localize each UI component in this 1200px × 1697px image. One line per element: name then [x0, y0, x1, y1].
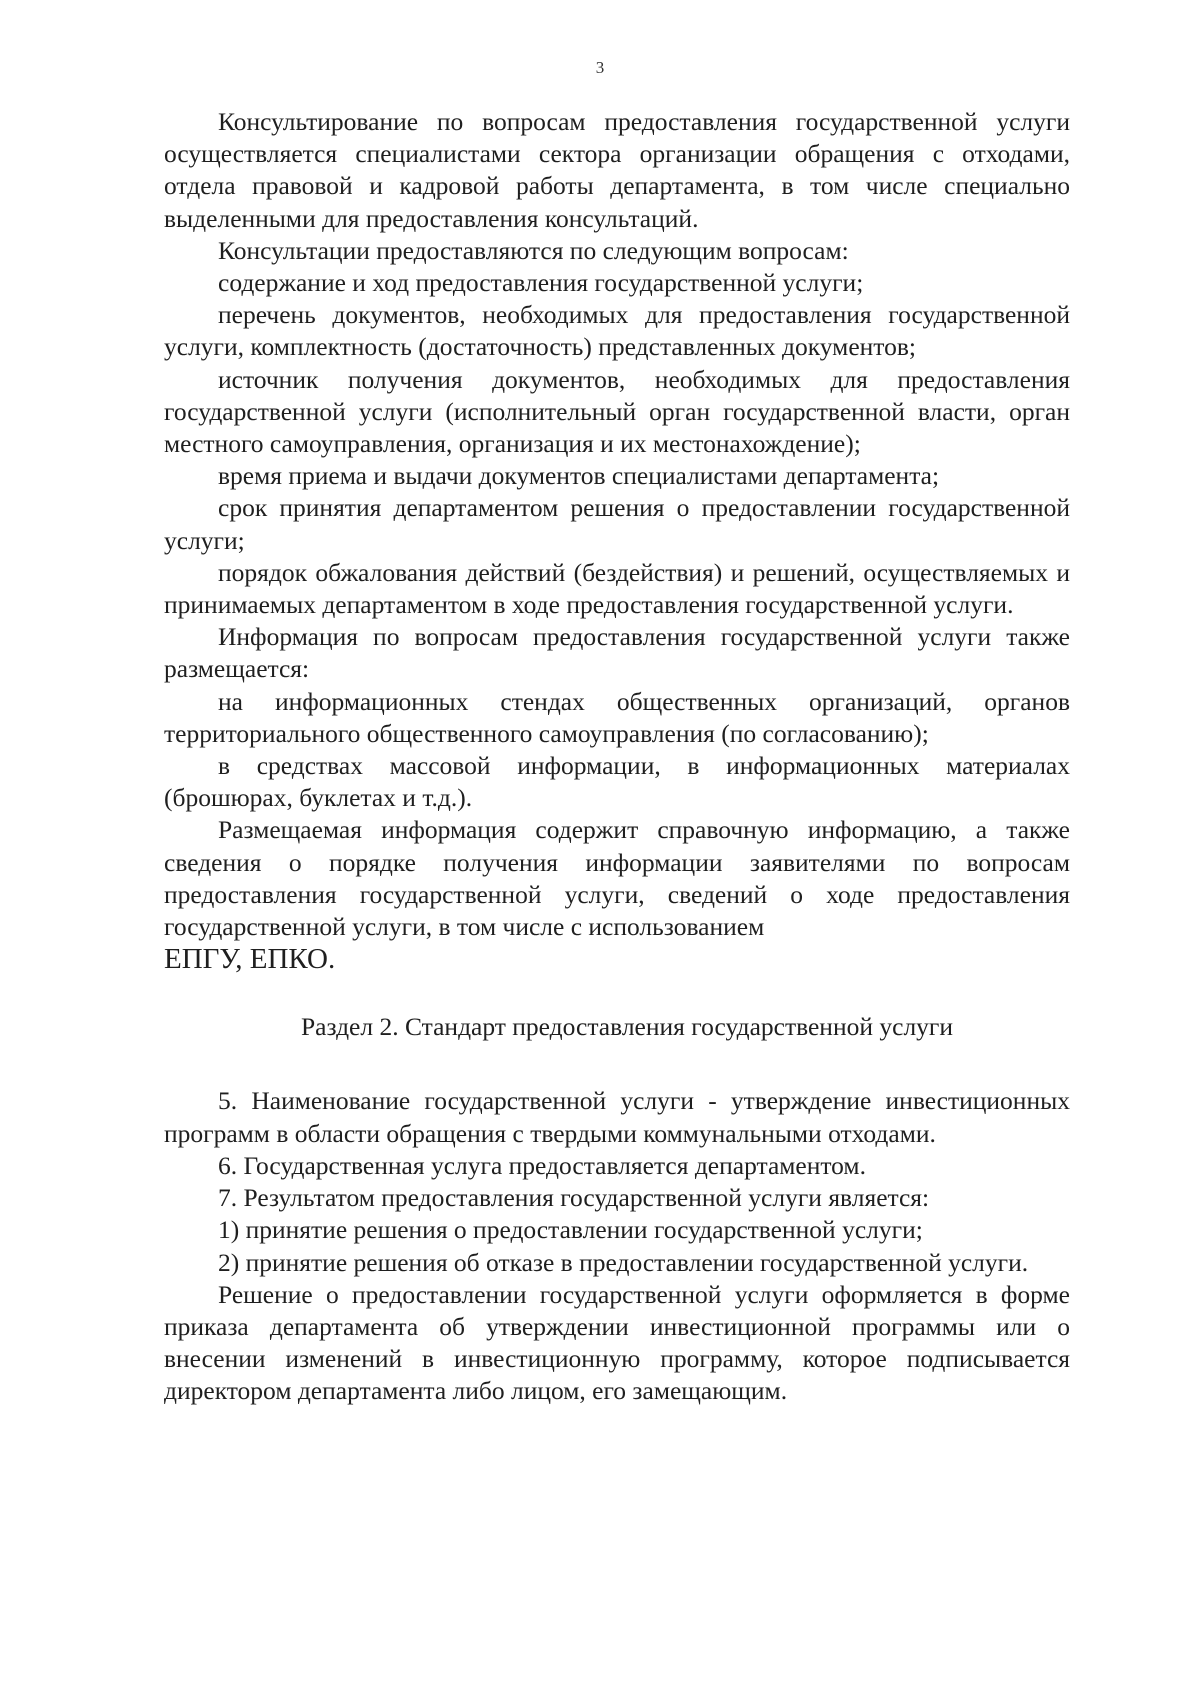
page-number: 3 [595, 58, 605, 77]
paragraph-item-6: 6. Государственная услуга предоставляется департаментом. [218, 1150, 866, 1180]
paragraph-posted-info: Размещаемая информация содержит справочную информацию, а также сведения о порядке получения информации заявителями по вопросам предоставления государственной услуги, сведений о ходе предоставления государственной услуги, в том числе с использованием [164, 815, 1070, 942]
paragraph-item-7: 7. Результатом предоставления государственной услуги является: [218, 1183, 930, 1213]
list-item-time: время приема и выдачи документов специалистами департамента; [218, 461, 940, 491]
list-item-content: содержание и ход предоставления государственной услуги; [218, 268, 864, 298]
paragraph-decision-form: Решение о предоставлении государственной услуги оформляется в форме приказа департамента об утверждении инвестиционной программы или о внесении изменений в инвестиционную программу, которое подписывается директором департамента либо лицом, его замещающим. [164, 1279, 1070, 1406]
list-item-decision-refuse: 2) принятие решения об отказе в предоставлении государственной услуги. [218, 1247, 1029, 1277]
document-body [164, 106, 1070, 1408]
list-item-decision-grant: 1) принятие решения о предоставлении государственной услуги; [218, 1215, 923, 1245]
paragraph-item-5: 5. Наименование государственной услуги - утверждение инвестиционных программ в области обращения с твердыми коммунальными отходами. [164, 1086, 1070, 1148]
list-item-deadline: срок принятия департаментом решения о предоставлении государственной услуги; [164, 493, 1070, 555]
list-item-appeal: порядок обжалования действий (бездействия) и решений, осуществляемых и принимаемых департаментом в ходе предоставления государственной услуги. [164, 557, 1070, 620]
paragraph-info-placement: Информация по вопросам предоставления государственной услуги также размещается: [164, 622, 1070, 684]
paragraph-portals: ЕПГУ, ЕПКО. [164, 943, 336, 976]
section-title: Раздел 2. Стандарт предоставления государственной услуги [300, 1012, 954, 1042]
list-item-source: источник получения документов, необходимых для предоставления государственной услуги (исполнительный орган государственной власти, орган местного самоуправления, организация и их местонахождение); [164, 364, 1070, 459]
list-item-documents: перечень документов, необходимых для предоставления государственной услуги, комплектность (достаточность) представленных документов; [164, 300, 1070, 362]
paragraph-consulting: Консультирование по вопросам предоставления государственной услуги осуществляется специалистами сектора организации обращения с отходами, отдела правовой и кадровой работы департамента, в том числе специально выделенными для предоставления консультаций. [164, 107, 1070, 233]
list-item-stands: на информационных стендах общественных организаций, органов территориального общественного самоуправления (по согласованию); [164, 686, 1070, 748]
list-item-media: в средствах массовой информации, в информационных материалах (брошюрах, буклетах и т.д.). [164, 751, 1070, 813]
paragraph-consult-topics: Консультации предоставляются по следующим вопросам: [218, 235, 849, 265]
